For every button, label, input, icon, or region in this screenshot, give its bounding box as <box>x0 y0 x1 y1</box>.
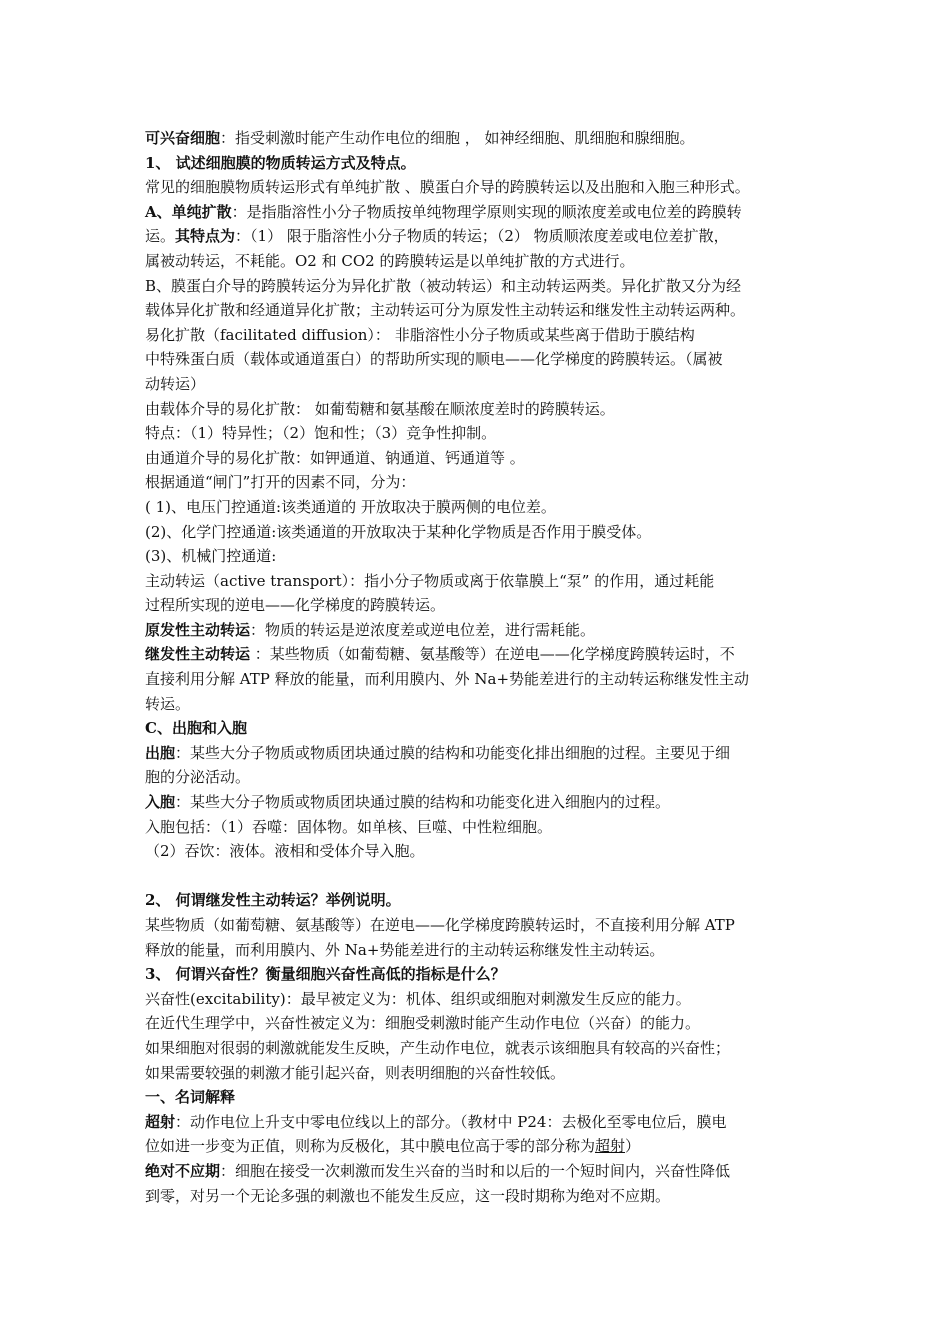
term-primary-active-transport: 原发性主动转运 <box>145 620 251 639</box>
text-line: 过程所实现的逆电——化学梯度的跨膜转运。 <box>145 596 446 615</box>
term-exocytosis: 出胞 <box>145 743 176 762</box>
definition-exocytosis: 出胞：某些大分子物质或物质团块通过膜的结构和功能变化排出细胞的过程。主要见于细 <box>145 743 731 762</box>
text-line: 动转运） <box>145 374 206 393</box>
text-line: 载体异化扩散和经通道异化扩散；主动转运可分为原发性主动转运和继发性主动转运两种。 <box>145 301 746 320</box>
question-2-heading: 2、 何谓继发性主动转运？举例说明。 <box>145 891 401 910</box>
text-line: 由载体介导的易化扩散： 如葡萄糖和氨基酸在顺浓度差时的跨膜转运。 <box>145 399 615 418</box>
definition-absolute-refractory-period: 绝对不应期：细胞在接受一次刺激而发生兴奋的当时和以后的一个短时间内，兴奋性降低 <box>145 1161 731 1180</box>
list-item: (2)、化学门控通道:该类通道的开放取决于某种化学物质是否作用于膜受体。 <box>145 522 652 541</box>
list-item: ( 1)、电压门控通道:该类通道的 开放取决于膜两侧的电位差。 <box>145 497 556 516</box>
text-line: 在近代生理学中，兴奋性被定义为：细胞受刺激时能产生动作电位（兴奋）的能力。 <box>145 1014 701 1033</box>
section-c-heading: C、出胞和入胞 <box>145 719 247 738</box>
definition-primary-active-transport: 原发性主动转运：物质的转运是逆浓度差或逆电位差，进行需耗能。 <box>145 620 596 639</box>
text-line: 释放的能量，而利用膜内、外 Na+势能差进行的主动转运称继发性主动转运。 <box>145 940 665 959</box>
text-line: 直接利用分解 ATP 释放的能量，而利用膜内、外 Na+势能差进行的主动转运称继发性主动 <box>145 670 750 689</box>
text-line: 位如进一步变为正值，则称为反极化，其中膜电位高于零的部分称为超射） <box>145 1137 641 1156</box>
term-simple-diffusion: A、单纯扩散 <box>145 202 232 221</box>
text-line: 中特殊蛋白质（载体或通道蛋白）的帮助所实现的顺电——化学梯度的跨膜转运。（属被 <box>145 350 723 369</box>
text-line: 易化扩散（facilitated diffusion）： 非脂溶性小分子物质或某些离于借助于膜结构 <box>145 325 695 344</box>
question-1-heading: 1、 试述细胞膜的物质转运方式及特点。 <box>145 153 416 172</box>
definition-endocytosis: 入胞：某些大分子物质或物质团块通过膜的结构和功能变化进入细胞内的过程。 <box>145 793 671 812</box>
blank-line <box>145 864 813 889</box>
text-line: 常见的细胞膜物质转运形式有单纯扩散 、膜蛋白介导的跨膜转运以及出胞和入胞三种形式。 <box>145 178 750 197</box>
definition-secondary-active-transport: 继发性主动转运 ：某些物质（如葡萄糖、氨基酸等）在逆电——化学梯度跨膜转运时，不 <box>145 645 735 664</box>
underlined-term-overshoot: 超射 <box>595 1137 626 1156</box>
list-item: (3)、机械门控通道: <box>145 547 277 566</box>
term-characteristics: 其特点为 <box>175 227 236 246</box>
text-line: （2）吞饮：液体。液相和受体介导入胞。 <box>145 842 425 861</box>
term-excitable-cell: 可兴奋细胞 <box>145 129 221 147</box>
section-b-protein-mediated: B、膜蛋白介导的跨膜转运分为异化扩散（被动转运）和主动转运两类。异化扩散又分为经 <box>145 276 742 295</box>
text-line: 运。其特点为：（1） 限于脂溶性小分子物质的转运；（2） 物质顺浓度差或电位差扩散， <box>145 227 729 246</box>
glossary-heading: 一、名词解释 <box>145 1088 236 1107</box>
term-endocytosis: 入胞 <box>145 793 176 812</box>
term-absolute-refractory-period: 绝对不应期 <box>145 1161 221 1180</box>
text-line: 主动转运（active transport）：指小分子物质或离于依靠膜上“泵” 的作用，通过耗能 <box>145 571 715 590</box>
section-a-simple-diffusion: A、单纯扩散：是指脂溶性小分子物质按单纯物理学原则实现的顺浓度差或电位差的跨膜转 <box>145 202 742 221</box>
text-line: 如果细胞对很弱的刺激就能发生反映，产生动作电位，就表示该细胞具有较高的兴奋性； <box>145 1038 731 1057</box>
text-line: 属被动转运，不耗能。O2 和 CO2 的跨膜转运是以单纯扩散的方式进行。 <box>145 251 635 270</box>
text-line: 根据通道“闸门”打开的因素不同，分为： <box>145 473 416 492</box>
text-line: 某些物质（如葡萄糖、氨基酸等）在逆电——化学梯度跨膜转运时，不直接利用分解 ATP <box>145 916 735 934</box>
text-line: 入胞包括：（1）吞噬：固体物。如单核、巨噬、中性粒细胞。 <box>145 817 553 836</box>
term-secondary-active-transport: 继发性主动转运 <box>145 645 251 664</box>
question-3-heading: 3、 何谓兴奋性？衡量细胞兴奋性高低的指标是什么？ <box>145 965 506 984</box>
document-page <box>145 126 813 1208</box>
definition-overshoot: 超射：动作电位上升支中零电位线以上的部分。（教材中 P24：去极化至零电位后，膜电 <box>145 1112 727 1131</box>
text-line: 到零，对另一个无论多强的刺激也不能发生反应，这一段时期称为绝对不应期。 <box>145 1186 671 1205</box>
text-line: 特点：（1）特异性；（2）饱和性；（3）竞争性抑制。 <box>145 424 497 443</box>
text-line: 兴奋性(excitability)：最早被定义为：机体、组织或细胞对刺激发生反应的能力。 <box>145 989 691 1008</box>
text-line: 如果需要较强的刺激才能引起兴奋，则表明细胞的兴奋性较低。 <box>145 1063 566 1082</box>
definition-excitable-cell: 可兴奋细胞：指受刺激时能产生动作电位的细胞 ， 如神经细胞、肌细胞和腺细胞。 <box>145 129 695 147</box>
text-line: 转运。 <box>145 694 191 713</box>
text-line: 胞的分泌活动。 <box>145 768 251 787</box>
term-overshoot: 超射 <box>145 1112 176 1131</box>
text-line: 由通道介导的易化扩散：如钾通道、钠通道、钙通道等 。 <box>145 448 525 467</box>
